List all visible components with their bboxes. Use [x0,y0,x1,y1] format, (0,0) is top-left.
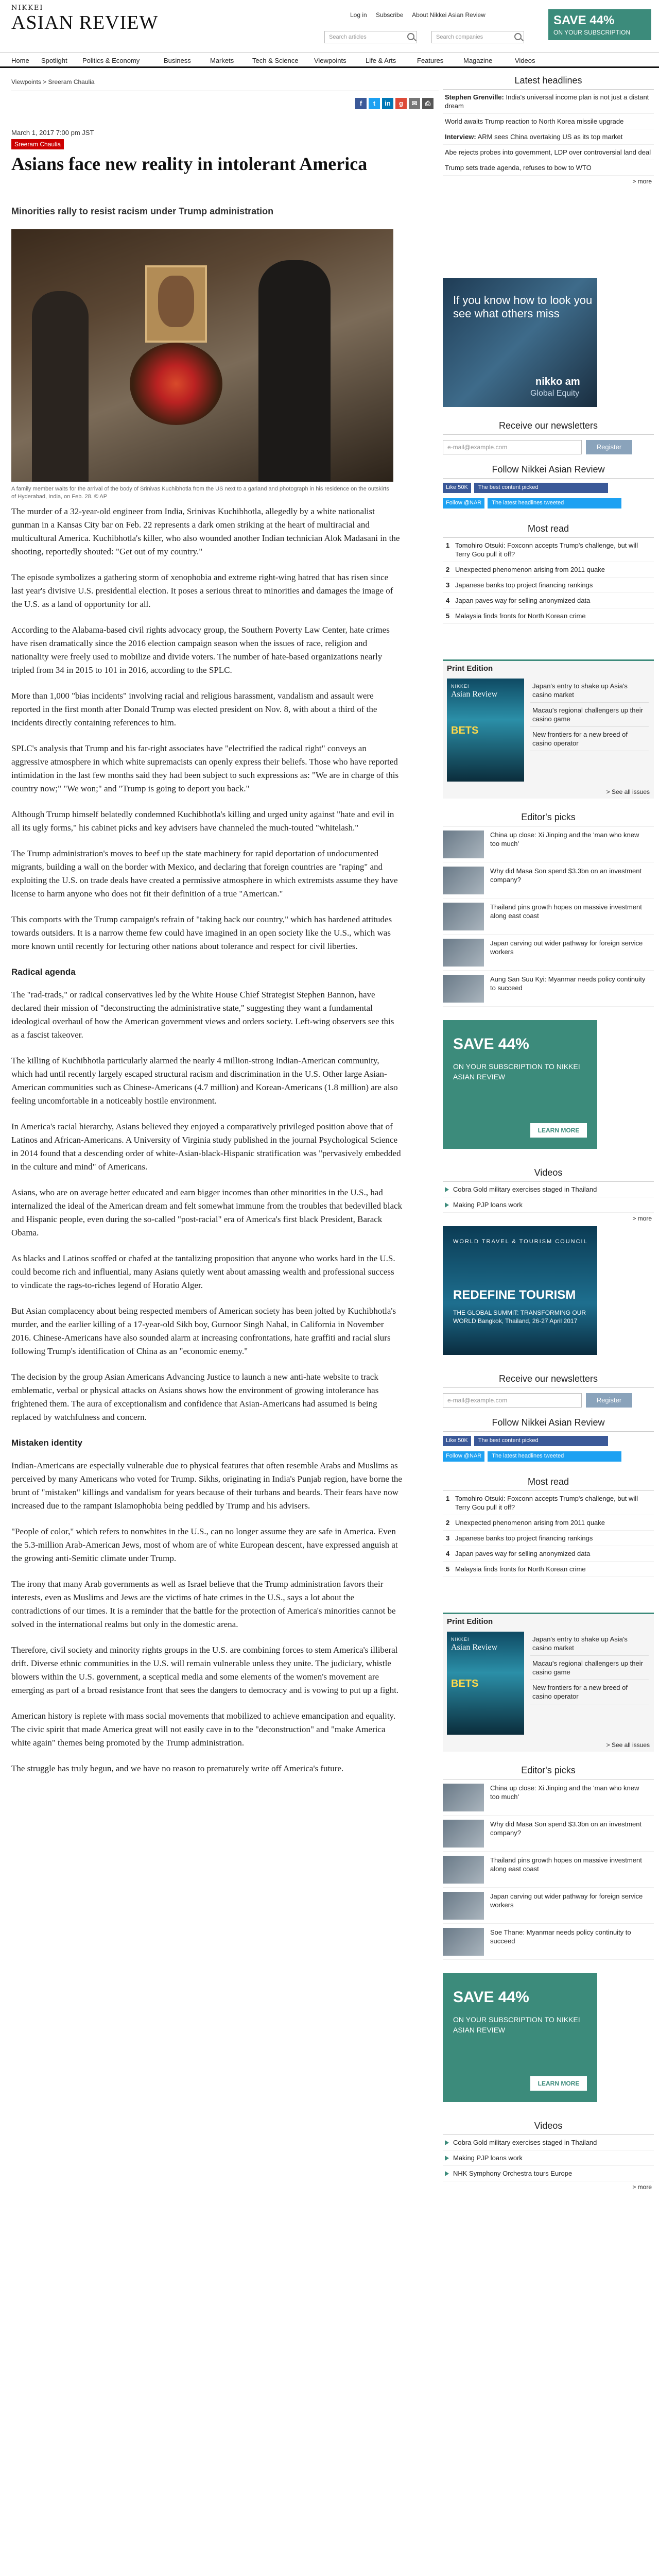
author-tag[interactable]: Sreeram Chaulia [11,139,64,149]
see-all-issues-link[interactable]: > See all issues [606,788,650,795]
see-all-issues-link[interactable]: > See all issues [606,1741,650,1749]
editors-pick-item[interactable]: Thailand pins growth hopes on massive investment along east coast [443,1852,654,1888]
print-edition-title: Print Edition [447,1617,493,1626]
paragraph: Indian-Americans are especially vulnerable due to physical features that often resemble Arabs and Muslims as perceived by many Americans who voted for Trump. Sikhs, originating in India's Punjab region, have borne the brunt of "mistaken" killings and vandalism for years because of their turbans and beards. Their fears have now increased due to the rampant Islamophobia being peddled by Trump and his advisers. [11,1461,402,1511]
print-item[interactable]: Japan's entry to shake up Asia's casino market [530,1632,649,1656]
print-edition-title: Print Edition [447,664,493,673]
most-read-title: Most read [443,520,654,538]
tourism-ad[interactable]: WORLD TRAVEL & TOURISM COUNCIL REDEFINE TOURISM THE GLOBAL SUMMIT: TRANSFORMING OUR WORLD Bangkok, Thailand, 26-27 April 2017 [443,1226,597,1355]
paragraph: Although Trump himself belatedly condemned Kuchibhotla's killing and urged unity against "hate and evil in all its ugly forms," his cabinet picks and key advisers have channeled the much-touted "whitelash." [11,809,394,833]
facebook-like-button[interactable]: Like 50K [443,1436,471,1446]
promo-headline: SAVE 44% [553,13,615,27]
nikko-ad[interactable] [443,278,597,407]
paragraph: The irony that many Arab governments as well as Israel believe that the Trump administration favors their interests, even as Muslims and Jews are the victims of hate crimes in the U.S., says a lot about the contradictions of our times. It is a reminder that the battle for the protection of America's minorities cannot be solved in the international realms but only in the domestic arena. [11,1579,396,1629]
section-heading: Mistaken identity [11,1438,82,1448]
facebook-pill: The best content picked [474,1436,608,1446]
photo-figure [32,291,89,482]
video-item[interactable]: Making PJP loans work [443,2150,654,2166]
editors-pick-item[interactable]: China up close: Xi Jinping and the 'man who knew too much' [443,1780,654,1816]
nav-viewpoints[interactable]: Viewpoints [314,57,346,64]
paragraph: The episode symbolizes a gathering storm of xenophobia and extreme right-wing hatred that has risen since last year's divisive U.S. presidential election. It poses a serious threat to minorities and damages the image of the U.S. as a land of opportunity for all. [11,572,393,609]
print-item[interactable]: Macau's regional challengers up their casino game [530,703,649,727]
more-link[interactable]: > more [632,1215,652,1222]
paragraph: The Trump administration's moves to beef up the state machinery for rapid deportation of undocumented migrants, building a wall on the border with Mexico, and declaring that foreign countries are "raping" and exploiting the U.S. on trade deals have created a permissive atmosphere in which extremists assume they have license to harm anyone who does not fit their definition of a true "American." [11,849,398,899]
paragraph: The killing of Kuchibhotla particularly alarmed the nearly 4 million-strong Indian-American community, which had until recently largely escaped structural racism and discrimination in the U.S. Other large Asian-American communities such as Chinese-Americans (4.7 million) and Korean-Americans (1.8 million) are also feeling uncomfortable in a noticeably hostile environment. [11,1056,398,1106]
nav-features[interactable]: Features [417,57,444,64]
nav-magazine[interactable]: Magazine [463,57,493,64]
nav-life[interactable]: Life & Arts [366,57,396,64]
learn-more-button[interactable]: LEARN MORE [530,1123,587,1138]
headline-item[interactable]: Stephen Grenville: India's universal income plan is not just a distant dream [443,90,654,114]
learn-more-button[interactable]: LEARN MORE [530,2076,587,2091]
twitter-follow-button[interactable]: Follow @NAR [443,1451,484,1462]
most-read-item[interactable]: 4 Japan paves way for selling anonymized data [443,593,654,608]
email-icon[interactable]: ✉ [409,98,420,109]
latest-headlines [443,72,654,187]
promo-subtext: ON YOUR SUBSCRIPTION [553,29,631,36]
more-link[interactable]: > more [632,178,652,185]
register-button[interactable]: Register [586,440,632,454]
follow-section [443,461,654,514]
paragraph: But Asian complacency about being respected members of American society has been jolted by Kuchibhotla's murder, and the earlier killing of a 17-year-old Sikh boy, Gurnoor Singh Nahal, in California in November 2016. Chinese-Americans have also sounded alarm at increasing confrontations, hate graffiti and racial slurs following Trump's identification of China as an "economic enemy." [11,1306,396,1356]
most-read-item[interactable]: 2 Unexpected phenomenon arising from 2011 quake [443,562,654,578]
editors-picks [443,809,654,1007]
photo-garland [130,343,222,425]
paragraph: According to the Alabama-based civil rights advocacy group, the Southern Poverty Law Center, hate crimes have risen dramatically since the 2016 election campaign season when the issues of race, religion and nationality were freely used to mobilize and divide voters. The number of hate-based organizations nearly tripled from 34 in 2015 to 101 in 2016, according to the SPLC. [11,625,390,675]
paragraph: The decision by the group Asian Americans Advancing Justice to launch a new anti-hate website to track emblematic, verbal or physical attacks on Asians shows how the environment of growing intolerance has frightened them. The aura of exceptionalism and confidence that Asian-Americans had assumed is being replaced by watchfulness and concern. [11,1372,379,1422]
editors-picks-title: Editor's picks [443,809,654,826]
section-heading: Radical agenda [11,967,76,977]
paragraph: More than 1,000 "bias incidents" involving racial and religious harassment, vandalism and assault were reported in the first month after Donald Trump was elected president on Nov. 8, with about a third of the incidents directly containing references to him. [11,691,377,727]
subscription-ad[interactable]: SAVE 44% ON YOUR SUBSCRIPTION TO NIKKEI ASIAN REVIEW LEARN MORE [443,1020,597,1149]
print-item[interactable]: New frontiers for a new breed of casino operator [530,727,649,751]
photo-figure [258,260,331,482]
video-item[interactable]: Cobra Gold military exercises staged in Thailand [443,1182,654,1197]
twitter-pill: The latest headlines tweeted [488,1451,621,1462]
search-input[interactable]: Search articles [324,31,417,43]
article-title: Asians face new reality in intolerant America [11,154,368,174]
nav-tech[interactable]: Tech & Science [252,57,299,64]
linkedin-icon[interactable]: in [382,98,393,109]
editors-picks-title: Editor's picks [443,1762,654,1780]
headline-item[interactable]: Abe rejects probes into government, LDP over controversial land deal [443,145,654,160]
most-read-item[interactable]: 4 Japan paves way for selling anonymized data [443,1546,654,1562]
most-read-item[interactable]: 3 Japanese banks top project financing rankings [443,1531,654,1546]
print-icon[interactable]: ⎙ [422,98,433,109]
latest-headlines-title: Latest headlines [443,72,654,90]
site-header [0,0,659,53]
twitter-pill: The latest headlines tweeted [488,498,621,509]
login-link[interactable]: Log in [350,11,367,19]
subscribe-link[interactable]: Subscribe [376,11,404,19]
most-read [443,520,654,624]
article-photo [11,229,393,482]
ad-tagline: Global Equity [530,389,580,398]
videos [443,2117,654,2193]
company-search-input[interactable]: Search companies [431,31,524,43]
facebook-icon[interactable]: f [355,98,367,109]
paragraph: This comports with the Trump campaign's refrain of "taking back our country," which has hardened attitudes towards outsiders. It is a narrow theme few could have imagined in an open society like the U.S., which was more known until recently for lecturing other nations about tolerance and respect for civil liberties. [11,914,392,951]
newsletter-title: Receive our newsletters [443,1370,654,1388]
nav-politics[interactable]: Politics & Economy [82,57,140,64]
most-read-item[interactable]: 1 Tomohiro Otsuki: Foxconn accepts Trump's challenge, but will Terry Gou pull it off? [443,538,654,562]
facebook-like-button[interactable]: Like 50K [443,483,471,493]
headline-item[interactable]: World awaits Trump reaction to North Korea missile upgrade [443,114,654,129]
paragraph: "People of color," which refers to nonwhites in the U.S., can no longer assume they are safe in America. Even the 5.3-million Arab-American Jews, most of whom are of white European descent, have expressed anguish at the growing anti-Semitic climate under Trump. [11,1527,398,1563]
subscription-promo[interactable] [548,9,651,40]
print-edition [443,1613,654,1752]
facebook-pill: The best content picked [474,483,608,493]
logo-small[interactable]: NIKKEI [11,4,44,12]
ad-brand: nikko am [535,376,580,387]
nav-markets[interactable]: Markets [210,57,234,64]
about-link[interactable]: About Nikkei Asian Review [412,11,485,19]
register-button[interactable]: Register [586,1393,632,1408]
paragraph: The struggle has truly begun, and we have no reason to prematurely write off America's future. [11,1764,344,1773]
paragraph: Therefore, civil society and minority rights groups in the U.S. are combining forces to stem America's illiberal drift. Diverse ethnic communities in the U.S. will remain vulnerable unless they unite. The judiciary, whistle blowers within the U.S. government, a sceptical media and some elements of the women's movement are emerging as part of a broad resistance front that sees the dangers to democracy and is vowing to put up a fight. [11,1645,399,1695]
newsletter-signup [443,1370,654,1408]
paragraph: In America's racial hierarchy, Asians believed they enjoyed a comparatively privileged position above that of Latinos and African-Americans. A University of Virginia study published in the journal Psychological Science in 2014 found that a descending order of white-Asian-black-Hispanic stratification was "pervasively embedded in the culture and mind" of Americans. [11,1122,401,1172]
editors-pick-item[interactable]: Aung San Suu Kyi: Myanmar needs policy continuity to succeed [443,971,654,1007]
magazine-cover[interactable]: NIKKEI Asian Review BETS [447,679,524,782]
follow-title: Follow Nikkei Asian Review [443,461,654,479]
google-plus-icon[interactable]: g [395,98,407,109]
subscription-ad[interactable]: SAVE 44% ON YOUR SUBSCRIPTION TO NIKKEI ASIAN REVIEW LEARN MORE [443,1973,597,2102]
newsletter-title: Receive our newsletters [443,417,654,435]
newsletter-email-input[interactable]: e-mail@example.com [443,1393,582,1408]
editors-picks [443,1762,654,1960]
follow-section [443,1414,654,1467]
photo-caption: A family member waits for the arrival of the body of Srinivas Kuchibhotla from the US next to a garland and photograph in his residence on the outskirts of Hyderabad, India, on Feb. 28. © AP [11,486,389,500]
paragraph: Asians, who are on average better educated and earn bigger incomes than other minorities in the U.S., had internalized the ideal of the American dream and felt somewhat immune from the troubles that bedevilled black and Hispanic people, even during the so-called "post-racial" era of America's first black President, Barack Obama. [11,1188,403,1238]
nav-business[interactable]: Business [164,57,191,64]
editors-pick-item[interactable]: China up close: Xi Jinping and the 'man who knew too much' [443,826,654,862]
editors-pick-item[interactable]: Japan carving out wider pathway for foreign service workers [443,935,654,971]
video-item[interactable]: Cobra Gold military exercises staged in Thailand [443,2135,654,2150]
twitter-follow-button[interactable]: Follow @NAR [443,498,484,509]
print-item[interactable]: New frontiers for a new breed of casino operator [530,1680,649,1704]
video-item[interactable]: NHK Symphony Orchestra tours Europe [443,2166,654,2181]
videos-title: Videos [443,1164,654,1182]
most-read-item[interactable]: 1 Tomohiro Otsuki: Foxconn accepts Trump's challenge, but will Terry Gou pull it off? [443,1491,654,1515]
search-icon[interactable] [514,33,522,40]
headline-item[interactable]: Interview: ARM sees China overtaking US as its top market [443,129,654,145]
search-icon[interactable] [407,33,414,40]
nav-spotlight[interactable]: Spotlight [41,57,67,64]
video-item[interactable]: Making PJP loans work [443,1197,654,1213]
nav-videos[interactable]: Videos [515,57,535,64]
paragraph: American history is replete with mass social movements that mobilized to achieve emancipation and equality. The civic spirit that made America great will not easily cave in to the "deconstruction" and "make America white again" themes being promoted by the Trump administration. [11,1711,396,1748]
top-links [350,11,493,19]
most-read-item[interactable]: 2 Unexpected phenomenon arising from 2011 quake [443,1515,654,1531]
most-read-item[interactable]: 3 Japanese banks top project financing rankings [443,578,654,593]
more-link[interactable]: > more [632,2183,652,2191]
follow-title: Follow Nikkei Asian Review [443,1414,654,1432]
site-logo[interactable]: ASIAN REVIEW [11,12,159,33]
editors-pick-item[interactable]: Why did Masa Son spend $3.3bn on an investment company? [443,1816,654,1852]
editors-pick-item[interactable]: Why did Masa Son spend $3.3bn on an investment company? [443,862,654,899]
magazine-cover[interactable]: NIKKEI Asian Review BETS [447,1632,524,1735]
videos [443,1164,654,1224]
twitter-icon[interactable]: t [369,98,380,109]
newsletter-email-input[interactable]: e-mail@example.com [443,440,582,454]
article-date: March 1, 2017 7:00 pm JST [11,129,94,137]
paragraph: The "rad-trads," or radical conservatives led by the White House Chief Strategist Stephen Bannon, have declared their mission of "deconstructing the administrative state," suggesting they want a fundamental ideological overhaul of how the American government views and orders society. Left-wing observers see this as a fascist takeover. [11,990,394,1040]
photo-portrait [158,276,194,327]
headline-item[interactable]: Trump sets trade agenda, refuses to bow to WTO [443,160,654,176]
article-deck: Minorities rally to resist racism under Trump administration [11,206,274,216]
editors-pick-item[interactable]: Thailand pins growth hopes on massive investment along east coast [443,899,654,935]
most-read-title: Most read [443,1473,654,1491]
most-read-item[interactable]: 5 Malaysia finds fronts for North Korean crime [443,608,654,624]
editors-pick-item[interactable]: Soe Thane: Myanmar needs policy continuity to succeed [443,1924,654,1960]
most-read-item[interactable]: 5 Malaysia finds fronts for North Korean crime [443,1562,654,1577]
breadcrumb[interactable]: Viewpoints > Sreeram Chaulia [11,78,95,86]
print-item[interactable]: Macau's regional challengers up their casino game [530,1656,649,1680]
print-edition [443,659,654,799]
paragraph: As blacks and Latinos scoffed or chafed at the tantalizing proposition that anyone who works hard in the U.S. could become rich and influential, many Asians quietly went about amassing wealth and professional success to vindicate the rags-to-riches legend of Horatio Alger. [11,1253,395,1290]
main-nav [0,53,659,68]
nav-home[interactable]: Home [11,57,29,64]
editors-pick-item[interactable]: Japan carving out wider pathway for foreign service workers [443,1888,654,1924]
paragraph: The murder of a 32-year-old engineer from India, Srinivas Kuchibhotla, allegedly by a white nationalist gunman in a Kansas City bar on Feb. 22 represents a dark omen striking at the heart of multiracial and multicultural America. Kuchibhotla's killer, who also wounded another Indian technician Alok Madasani in the shooting, reportedly shouted: "Get out of my country." [11,506,400,556]
article-body [11,505,403,1788]
most-read [443,1473,654,1577]
print-item[interactable]: Japan's entry to shake up Asia's casino market [530,679,649,703]
ad-text: If you know how to look you see what others miss [453,294,593,320]
paragraph: SPLC's analysis that Trump and his far-right associates have "electrified the radical right" conveys an aggressive atmosphere in which white supremacists can openly express their beliefs. Those who have reported intimidation in the last few months said they had been subject to such expressions as: "We are in charge of this country now;" "We won;" and "Trump is going to deport you back." [11,743,399,793]
newsletter-signup [443,417,654,454]
videos-title: Videos [443,2117,654,2135]
